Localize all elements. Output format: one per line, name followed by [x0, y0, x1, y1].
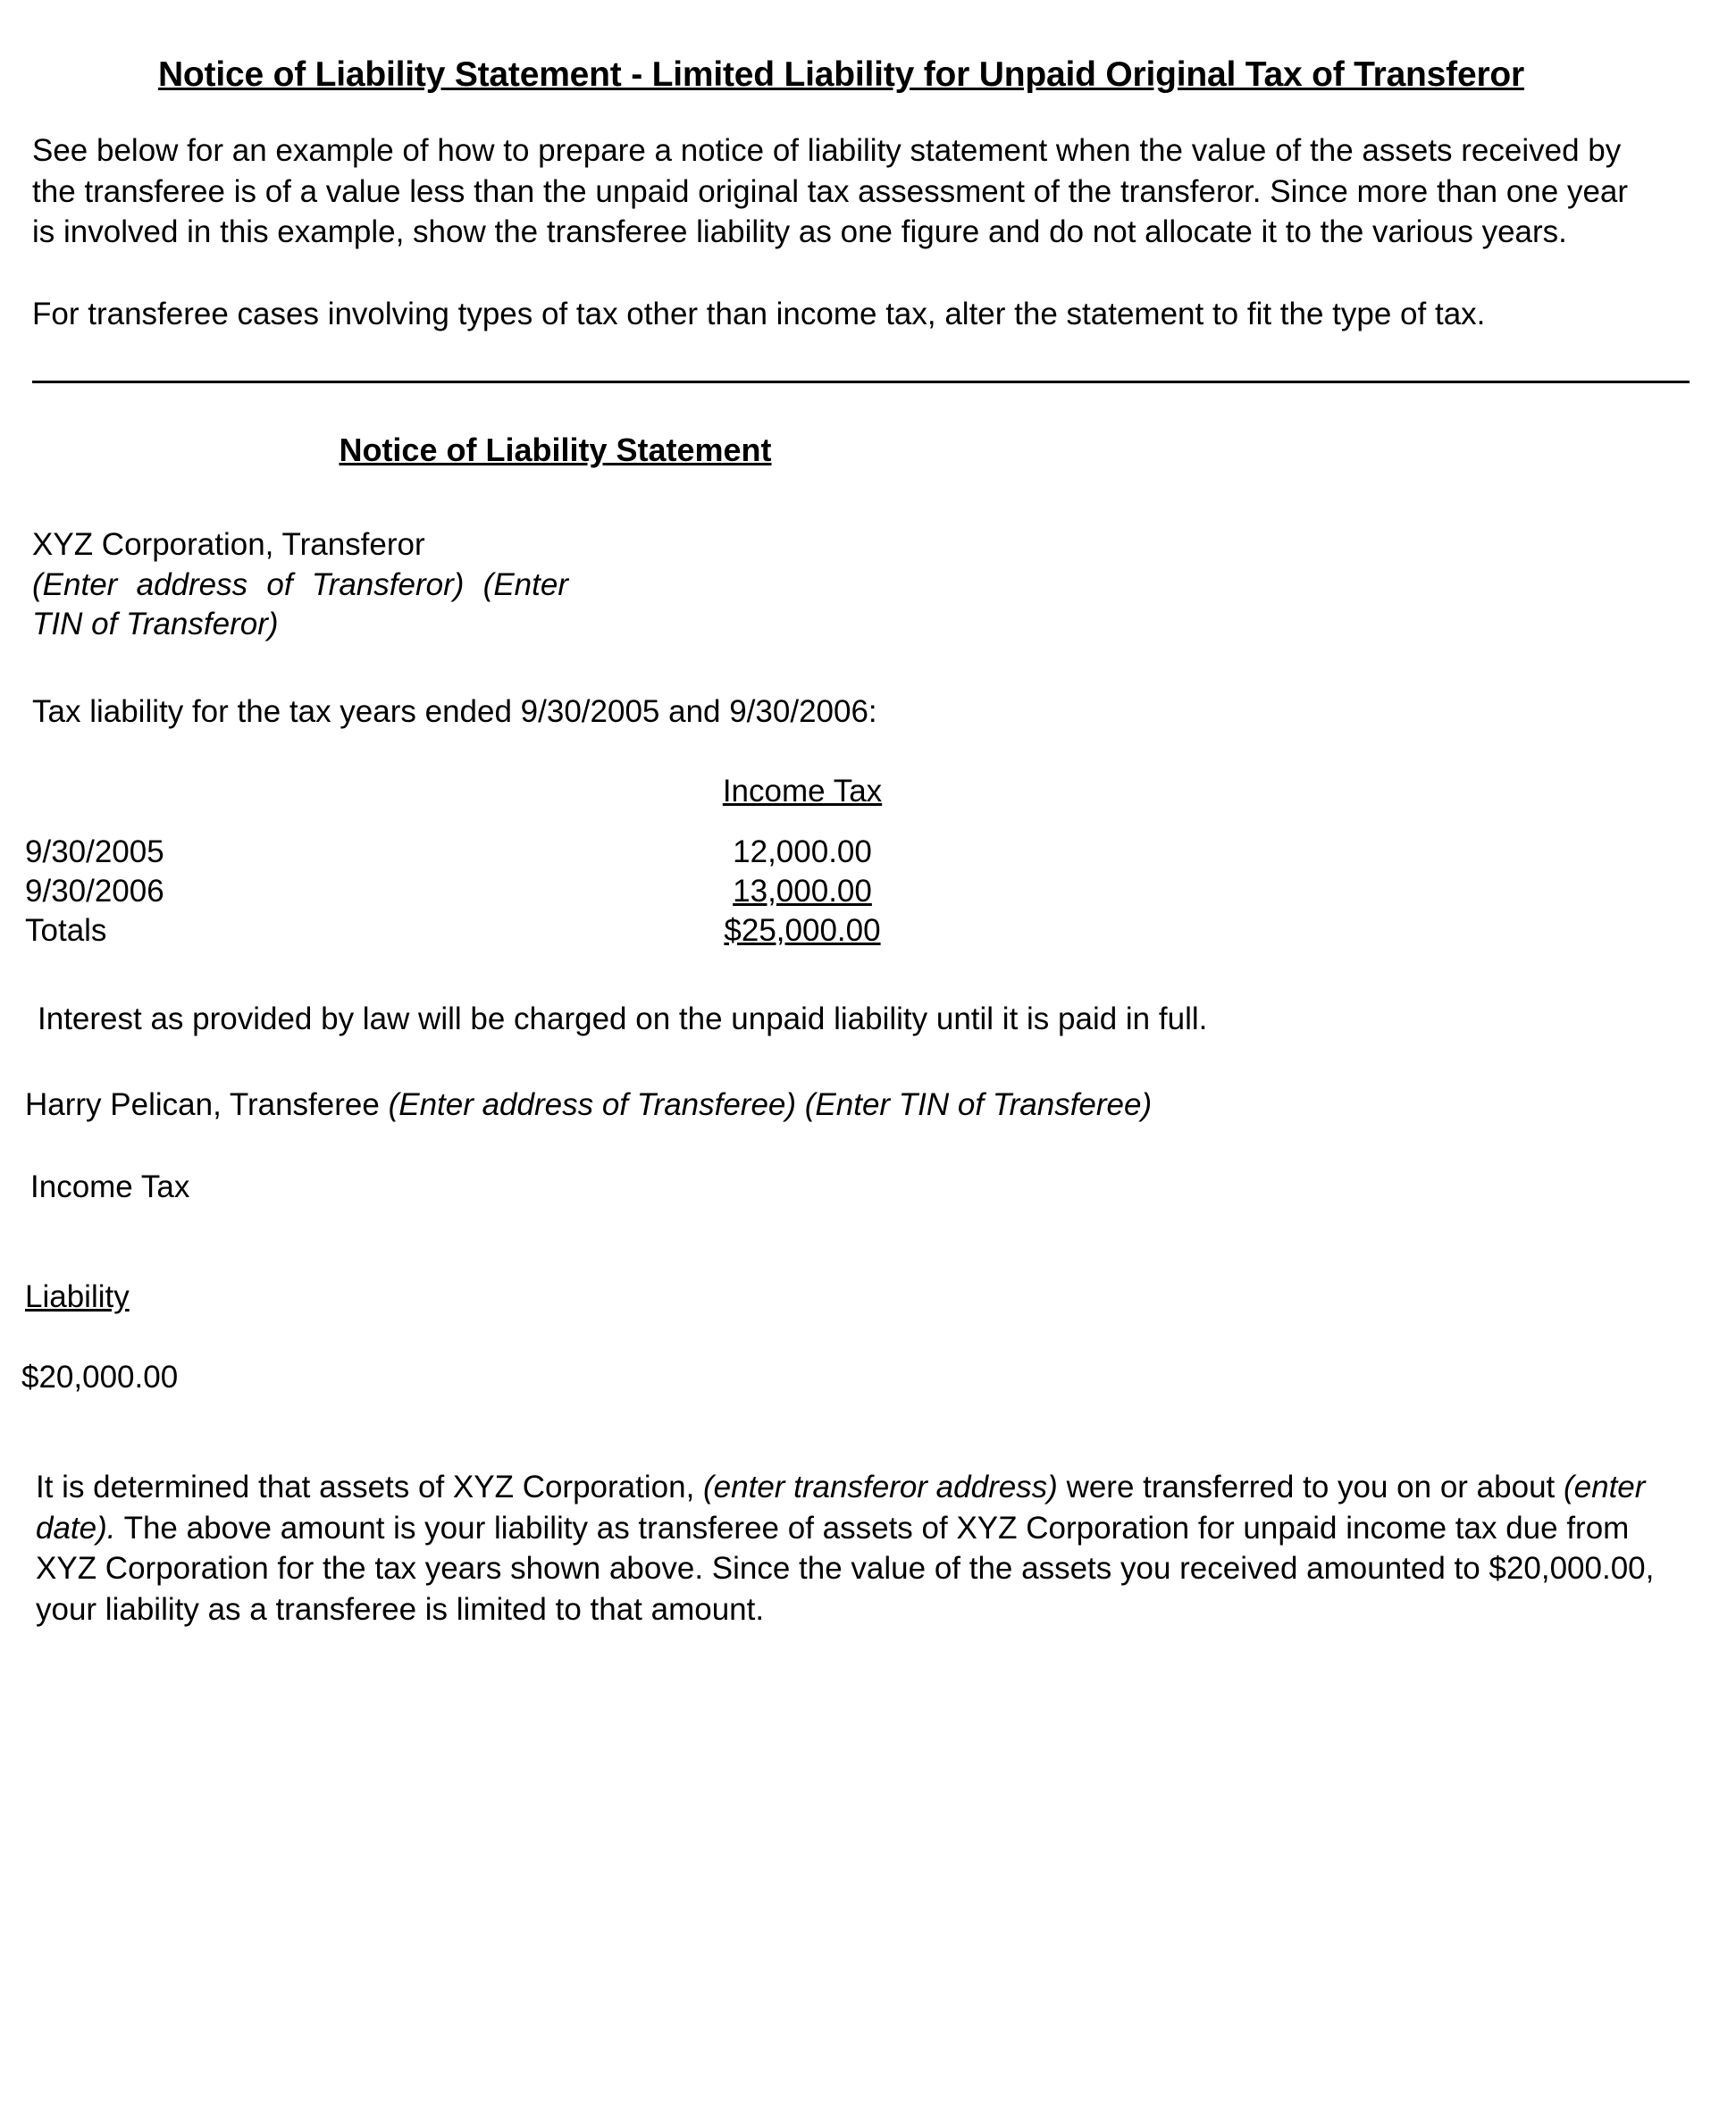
- transferor-block: [32, 524, 1657, 645]
- transferee-tax-type-label: Income Tax: [30, 1169, 190, 1205]
- table-cell-amount: 13,000.00: [733, 873, 872, 909]
- closing-part-2: were transferred to you on or about: [1057, 1470, 1564, 1505]
- table-cell-year: 9/30/2006: [25, 873, 164, 909]
- closing-italic-2: (enter date).: [36, 1470, 1646, 1546]
- transferee-name: Harry Pelican, Transferee: [25, 1087, 380, 1123]
- section-divider: [32, 381, 1690, 383]
- closing-part-1: It is determined that assets of XYZ Corporation,: [36, 1470, 704, 1505]
- transferee-line: [25, 1087, 1657, 1123]
- table-cell-amount: 12,000.00: [733, 834, 872, 869]
- table-cell-totals-label: Totals: [25, 912, 107, 948]
- table-cell-year: 9/30/2005: [25, 834, 164, 869]
- table-row: [25, 872, 1026, 911]
- closing-paragraph: [36, 1467, 1657, 1630]
- liability-amount: $20,000.00: [21, 1360, 179, 1395]
- intro-paragraph-2: For transferee cases involving types of tax other than income tax, alter the statement to fit the type of tax.: [32, 296, 1486, 331]
- liability-label: Liability: [25, 1279, 130, 1315]
- closing-italic-1: (enter transferor address): [703, 1470, 1058, 1505]
- table-row: [25, 833, 1026, 872]
- table-header-row: [25, 774, 1026, 833]
- transferee-address-placeholder: (Enter address of Transferee) (Enter TIN of Transferee): [388, 1087, 1153, 1123]
- table-header-blank: [25, 774, 579, 833]
- table-cell-totals-amount: $25,000.00: [724, 912, 881, 948]
- closing-part-3: The above amount is your liability as transferee of assets of XYZ Corporation for unpaid income tax due from XYZ Corporation for the tax years shown above. Since the value of the assets you received amounted to $20,000.00, your liability as a transferee is limited to that amount.: [36, 1510, 1655, 1627]
- liability-table: [25, 774, 1026, 951]
- page-title: Notice of Liability Statement - Limited Liability for Unpaid Original Tax of Transferor: [157, 55, 1525, 94]
- tax-years-line: Tax liability for the tax years ended 9/30/2005 and 9/30/2006:: [32, 694, 877, 730]
- interest-note: Interest as provided by law will be charged on the unpaid liability until it is paid in full.: [38, 1001, 1208, 1036]
- statement-heading: Notice of Liability Statement: [339, 432, 772, 468]
- table-header-income-tax: Income Tax: [722, 773, 883, 809]
- intro-paragraph-1: See below for an example of how to prepare a notice of liability statement when the value of the assets received by the transferee is of a value less than the unpaid original tax assessment of the transferor. Since more than one year is involved in this example, show the transferee liability as one figure and do not allocate it to the various years.: [32, 133, 1629, 249]
- transferor-name: XYZ Corporation, Transferor: [32, 527, 425, 562]
- table-row-totals: [25, 911, 1026, 951]
- transferor-address-placeholder: (Enter address of Transferor) (Enter TIN of Transferor): [32, 566, 568, 642]
